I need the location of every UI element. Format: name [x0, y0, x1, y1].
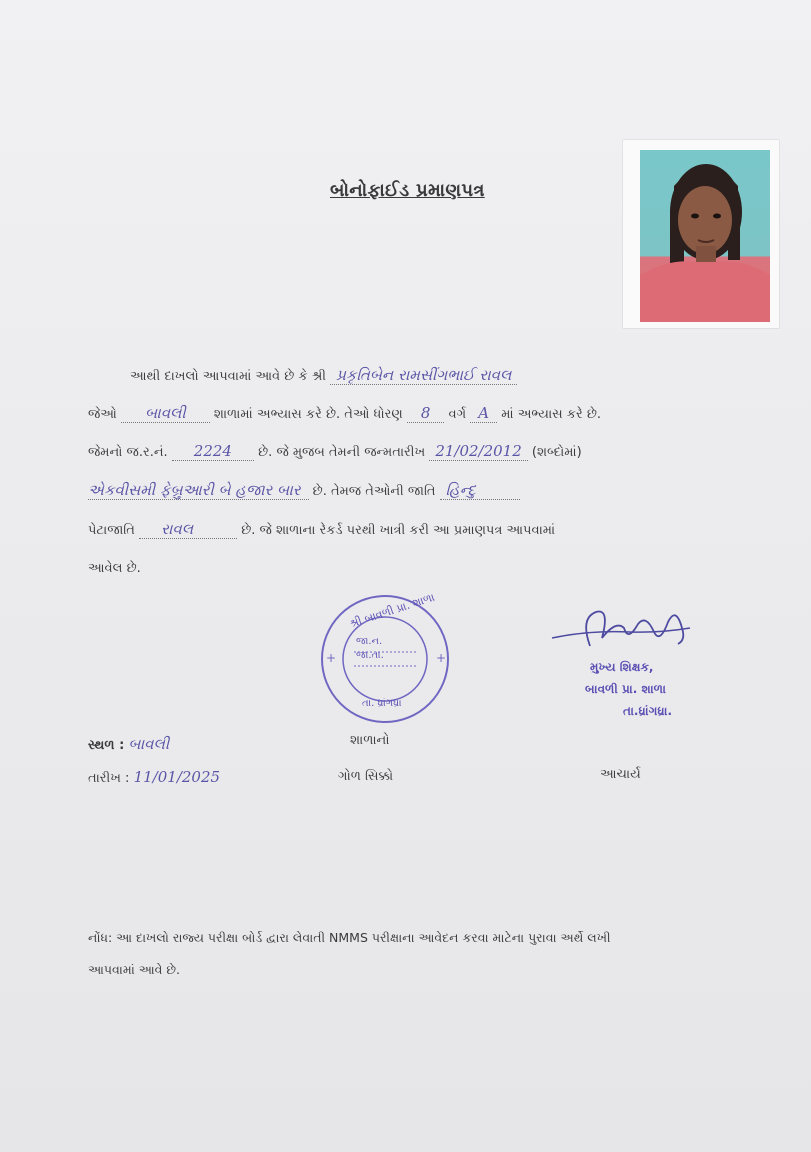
svg-text:+: + — [436, 651, 447, 665]
portrait-illustration — [640, 150, 770, 322]
signature-scribble — [550, 598, 700, 662]
line2-class: વર્ગ — [448, 407, 467, 422]
certificate-line-2 — [88, 404, 601, 422]
sub-caste-value: રાવલ — [139, 520, 237, 539]
stamp-top-text: શ્રી બાવળી પ્રા. શાળા — [348, 590, 437, 631]
student-name: પ્રકૃતિબેન રામસીંગભાઈ રાવલ — [330, 366, 517, 385]
stamp-caption-1: શાળાનો — [350, 733, 390, 748]
line3-prefix: જેમનો જ.ર.નં. — [88, 445, 168, 460]
certificate-line-6: આવેલ છે. — [88, 561, 141, 576]
note-line-2: આપવામાં આવે છે. — [88, 962, 181, 977]
stamp-bottom-text: તા. ધ્રાંગધ્રા — [362, 698, 402, 709]
line2-prefix: જેઓ — [88, 407, 117, 422]
line3-suffix: (શબ્દોમાં) — [531, 445, 582, 460]
birth-date: 21/02/2012 — [429, 442, 527, 461]
note-line-1: નોંધ: આ દાખલો રાજ્ય પરીક્ષા બોર્ડ દ્વારા લેવાતી NMMS પરીક્ષાના આવેદન કરવા માટેના પુરાવા અર્થે લખી — [88, 930, 611, 945]
place-value: બાવલી — [128, 735, 170, 753]
stamp-caption-2: ગોળ સિક્કો — [338, 769, 394, 784]
signature-caption: આચાર્ય — [600, 767, 641, 782]
register-number: 2224 — [172, 442, 254, 461]
line4-mid: છે. તેમજ તેઓની જાતિ — [312, 484, 436, 499]
document-title: બોનોફાઈડ પ્રમાણપત્ર — [330, 180, 485, 201]
certificate-line-4 — [88, 481, 520, 499]
line1-prefix: આથી દાખલો આપવામાં આવે છે કે શ્રી — [130, 369, 327, 384]
line2-suffix: માં અભ્યાસ કરે છે. — [501, 407, 602, 422]
place-label: સ્થળ : — [88, 738, 125, 753]
caste-value: હિન્દુ — [440, 481, 520, 500]
date-row — [88, 768, 220, 786]
certificate-line-3 — [88, 442, 582, 460]
line5-suffix: છે. જે શાળાના રેકર્ડ પરથી ખાત્રી કરી આ પ્રમાણપત્ર આપવામાં — [241, 523, 556, 538]
stamp-inner-line-1: જા.ન. — [356, 636, 383, 647]
line2-mid: શાળામાં અભ્યાસ કરે છે. તેઓ ધોરણ — [213, 407, 403, 422]
stamp-inner-line-2: જા.તા. — [356, 650, 384, 661]
line3-mid: છે. જે મુજબ તેમની જન્મતારીખ — [258, 445, 426, 460]
student-photo-frame — [623, 140, 779, 328]
principal-signature — [550, 598, 700, 662]
standard-value: 8 — [407, 404, 445, 423]
place-row — [88, 735, 169, 753]
school-round-stamp — [318, 592, 452, 726]
birth-date-words: એકવીસમી ફેબ્રુઆરી બે હજાર બાર — [88, 481, 309, 500]
signature-stamp-line-1: મુખ્ય શિક્ષક, — [590, 660, 654, 674]
line5-prefix: પેટાજાતિ — [88, 523, 135, 538]
date-value: 11/01/2025 — [133, 768, 221, 786]
certificate-line-1 — [130, 366, 517, 384]
date-label: તારીખ : — [88, 771, 130, 786]
svg-text:+: + — [326, 651, 337, 665]
signature-stamp-line-2: બાવળી પ્રા. શાળા — [585, 682, 666, 696]
signature-stamp-line-3: તા.ધ્રાંગધ્રા. — [623, 704, 673, 718]
division-value: A — [470, 404, 497, 423]
certificate-line-5 — [88, 520, 555, 538]
school-name: બાવલી — [121, 404, 210, 423]
student-photo — [640, 150, 770, 322]
